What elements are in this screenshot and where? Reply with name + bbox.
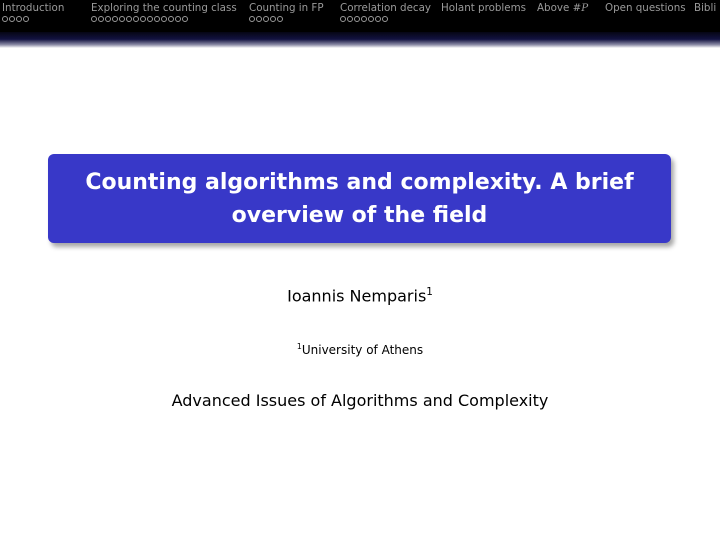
author-name: Ioannis Nemparis: [287, 286, 427, 306]
nav-section-label[interactable]: Correlation decay: [340, 2, 431, 14]
affiliation-footnote-mark: 1: [296, 342, 302, 351]
title-block: [48, 154, 671, 243]
nav-frame-dot[interactable]: [368, 16, 374, 22]
math-label: #P: [572, 2, 589, 14]
nav-section-label[interactable]: Exploring the counting class: [91, 2, 237, 14]
nav-frame-dot[interactable]: [91, 16, 97, 22]
nav-frame-dot[interactable]: [375, 16, 381, 22]
nav-frame-dot[interactable]: [256, 16, 262, 22]
nav-frame-dot[interactable]: [263, 16, 269, 22]
slide-title: Counting algorithms and complexity. A brief overview of the field: [85, 169, 634, 228]
nav-section-above-p[interactable]: [537, 2, 588, 15]
nav-frame-dot[interactable]: [9, 16, 15, 22]
nav-frame-dot[interactable]: [112, 16, 118, 22]
nav-frame-dot[interactable]: [147, 16, 153, 22]
nav-frame-dot[interactable]: [340, 16, 346, 22]
nav-dots: [91, 16, 237, 22]
nav-frame-dot[interactable]: [175, 16, 181, 22]
nav-section-label[interactable]: Above #P: [537, 2, 589, 14]
nav-frame-dot[interactable]: [277, 16, 283, 22]
author: [0, 286, 720, 305]
nav-frame-dot[interactable]: [126, 16, 132, 22]
nav-frame-dot[interactable]: [119, 16, 125, 22]
nav-frame-dot[interactable]: [133, 16, 139, 22]
nav-section-holant[interactable]: [441, 2, 526, 15]
nav-fade-divider: [0, 32, 720, 48]
nav-section-label[interactable]: Introduction: [2, 2, 65, 14]
course-title: Advanced Issues of Algorithms and Complexity: [171, 391, 549, 410]
nav-frame-dot[interactable]: [161, 16, 167, 22]
nav-dots: [340, 16, 431, 22]
nav-dots: [2, 16, 64, 22]
nav-section-open-questions[interactable]: [605, 2, 686, 15]
nav-section-label[interactable]: Counting in FP: [249, 2, 324, 14]
nav-section-label[interactable]: Open questions: [605, 2, 686, 14]
nav-frame-dot[interactable]: [270, 16, 276, 22]
nav-dots: [249, 16, 324, 22]
nav-frame-dot[interactable]: [98, 16, 104, 22]
nav-frame-dot[interactable]: [182, 16, 188, 22]
nav-section-counting-fp[interactable]: [249, 2, 324, 22]
nav-frame-dot[interactable]: [23, 16, 29, 22]
nav-frame-dot[interactable]: [16, 16, 22, 22]
navigation-bar: [0, 0, 720, 32]
author-footnote-mark: 1: [426, 286, 433, 298]
nav-section-label[interactable]: Holant problems: [441, 2, 527, 14]
nav-frame-dot[interactable]: [168, 16, 174, 22]
nav-section-exploring[interactable]: [91, 2, 237, 22]
nav-section-label[interactable]: Bibli: [694, 2, 717, 14]
nav-frame-dot[interactable]: [2, 16, 8, 22]
affiliation-name: University of Athens: [301, 343, 424, 357]
nav-section-bibliography[interactable]: [694, 2, 716, 15]
nav-frame-dot[interactable]: [354, 16, 360, 22]
nav-frame-dot[interactable]: [105, 16, 111, 22]
nav-frame-dot[interactable]: [154, 16, 160, 22]
nav-frame-dot[interactable]: [382, 16, 388, 22]
nav-section-correlation-decay[interactable]: [340, 2, 431, 22]
nav-frame-dot[interactable]: [347, 16, 353, 22]
nav-frame-dot[interactable]: [140, 16, 146, 22]
nav-frame-dot[interactable]: [361, 16, 367, 22]
affiliation: [0, 342, 720, 357]
nav-section-introduction[interactable]: [2, 2, 64, 22]
nav-frame-dot[interactable]: [249, 16, 255, 22]
